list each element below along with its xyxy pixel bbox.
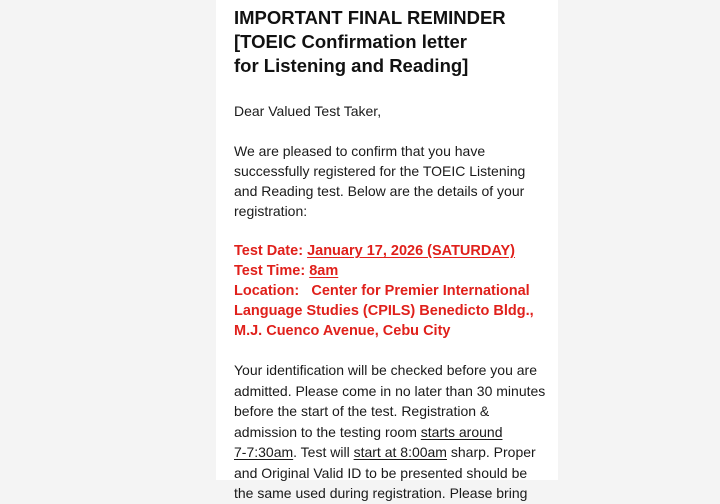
instructions-line [234, 422, 550, 443]
greeting: Dear Valued Test Taker, [234, 103, 382, 119]
intro-line: and Reading test. Below are the details of your [234, 183, 525, 199]
instructions-line: the same used during registration. Please bring [234, 485, 528, 501]
instructions-line: and Original Valid ID to be presented should be [234, 464, 528, 481]
title-line: [TOEIC Confirmation letter [234, 31, 467, 52]
test-time-value: 8am [309, 263, 339, 279]
test-date-label: Test Date: [234, 243, 308, 259]
location-value-line2: Language Studies (CPILS) Benedicto Bldg., [234, 303, 534, 319]
instructions-text: sharp. Proper [446, 444, 536, 460]
letter-content [234, 0, 550, 504]
letter-page [216, 0, 558, 501]
test-time-label: Test Time: [234, 263, 310, 279]
instructions-text: admission to the testing room [234, 423, 421, 440]
intro-line: successfully registered for the TOEIC Listening [234, 163, 526, 179]
title-line: IMPORTANT FINAL REMINDER [234, 7, 506, 28]
title-line: for Listening and Reading] [234, 55, 469, 76]
instructions-paragraph [234, 360, 550, 504]
instructions-line: admitted. Please come in no later than 30 minutes [234, 382, 546, 399]
test-date-value: January 17, 2026 (SATURDAY) [307, 243, 515, 259]
intro-line: We are pleased to confirm that you have [234, 143, 486, 159]
registration-start-underlined: starts around [420, 423, 503, 440]
location-value-line3: M.J. Cuenco Avenue, Cebu City [234, 323, 451, 339]
instructions-line: before the start of the test. Registration & [234, 403, 490, 419]
location-label: Location: [234, 283, 300, 299]
registration-time-underlined: 7-7:30am [234, 444, 294, 460]
test-start-underlined: start at 8:00am [353, 444, 447, 460]
instructions-line: Your identification will be checked before you are [234, 362, 538, 378]
instructions-text: . Test will [293, 444, 354, 460]
location-row [234, 281, 550, 301]
test-details [234, 241, 550, 341]
letter-title [234, 6, 550, 78]
test-time-row [234, 261, 550, 281]
test-date-row [234, 241, 550, 261]
instructions-line [234, 442, 550, 463]
intro-line: registration: [234, 203, 308, 219]
location-value-line1: Center for Premier International [311, 283, 530, 299]
intro-paragraph [234, 141, 550, 221]
